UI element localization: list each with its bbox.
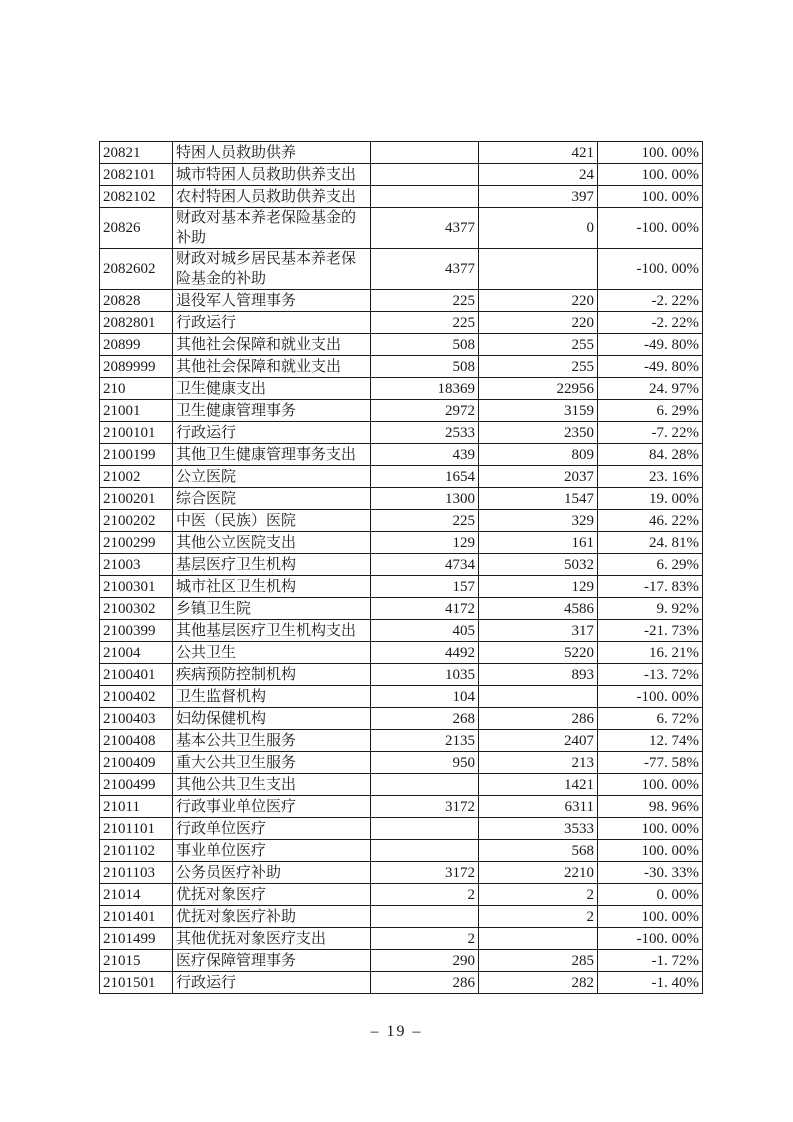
change-percent-cell: -1. 72% xyxy=(598,950,703,972)
value-prev-cell: 4734 xyxy=(371,554,479,576)
item-name-cell: 乡镇卫生院 xyxy=(173,598,371,620)
item-name-cell: 行政运行 xyxy=(173,422,371,444)
code-cell: 2100401 xyxy=(100,664,173,686)
value-curr-cell: 213 xyxy=(479,752,598,774)
code-cell: 2101103 xyxy=(100,862,173,884)
item-name-cell: 其他公共卫生支出 xyxy=(173,774,371,796)
change-percent-cell: -100. 00% xyxy=(598,208,703,249)
change-percent-cell: -1. 40% xyxy=(598,972,703,994)
item-name-cell: 其他社会保障和就业支出 xyxy=(173,356,371,378)
code-cell: 2100409 xyxy=(100,752,173,774)
table-row xyxy=(100,796,703,818)
value-curr-cell: 161 xyxy=(479,532,598,554)
table-row xyxy=(100,576,703,598)
code-cell: 20821 xyxy=(100,142,173,164)
value-prev-cell: 225 xyxy=(371,290,479,312)
value-curr-cell: 286 xyxy=(479,708,598,730)
table-row xyxy=(100,488,703,510)
table-row xyxy=(100,249,703,290)
code-cell: 2100402 xyxy=(100,686,173,708)
value-curr-cell: 220 xyxy=(479,290,598,312)
item-name-cell: 公立医院 xyxy=(173,466,371,488)
value-curr-cell: 893 xyxy=(479,664,598,686)
table-row xyxy=(100,400,703,422)
value-prev-cell xyxy=(371,186,479,208)
code-cell: 2100202 xyxy=(100,510,173,532)
table-row xyxy=(100,840,703,862)
code-cell: 21004 xyxy=(100,642,173,664)
value-prev-cell: 4492 xyxy=(371,642,479,664)
change-percent-cell: 0. 00% xyxy=(598,884,703,906)
change-percent-cell: -49. 80% xyxy=(598,334,703,356)
value-prev-cell: 2533 xyxy=(371,422,479,444)
item-name-cell: 其他基层医疗卫生机构支出 xyxy=(173,620,371,642)
code-cell: 20826 xyxy=(100,208,173,249)
budget-expenditure-table xyxy=(99,141,703,994)
change-percent-cell: 100. 00% xyxy=(598,840,703,862)
value-prev-cell: 225 xyxy=(371,312,479,334)
item-name-cell: 农村特困人员救助供养支出 xyxy=(173,186,371,208)
code-cell: 2100201 xyxy=(100,488,173,510)
table-row xyxy=(100,208,703,249)
value-curr-cell: 129 xyxy=(479,576,598,598)
table-row xyxy=(100,950,703,972)
value-curr-cell: 5032 xyxy=(479,554,598,576)
table-row xyxy=(100,334,703,356)
change-percent-cell: -7. 22% xyxy=(598,422,703,444)
value-curr-cell: 22956 xyxy=(479,378,598,400)
value-prev-cell: 286 xyxy=(371,972,479,994)
code-cell: 2082801 xyxy=(100,312,173,334)
value-prev-cell: 18369 xyxy=(371,378,479,400)
code-cell: 2101101 xyxy=(100,818,173,840)
value-curr-cell: 4586 xyxy=(479,598,598,620)
code-cell: 2100403 xyxy=(100,708,173,730)
change-percent-cell: 12. 74% xyxy=(598,730,703,752)
value-curr-cell: 2407 xyxy=(479,730,598,752)
table-row xyxy=(100,730,703,752)
value-curr-cell: 568 xyxy=(479,840,598,862)
item-name-cell: 特困人员救助供养 xyxy=(173,142,371,164)
code-cell: 2100408 xyxy=(100,730,173,752)
table-row xyxy=(100,906,703,928)
table-row xyxy=(100,884,703,906)
change-percent-cell: 100. 00% xyxy=(598,818,703,840)
value-prev-cell: 950 xyxy=(371,752,479,774)
table-row xyxy=(100,378,703,400)
change-percent-cell: -21. 73% xyxy=(598,620,703,642)
code-cell: 2100299 xyxy=(100,532,173,554)
value-curr-cell: 255 xyxy=(479,356,598,378)
value-prev-cell: 1654 xyxy=(371,466,479,488)
value-prev-cell xyxy=(371,840,479,862)
table-row xyxy=(100,642,703,664)
value-prev-cell: 2 xyxy=(371,884,479,906)
value-curr-cell: 809 xyxy=(479,444,598,466)
item-name-cell: 行政运行 xyxy=(173,972,371,994)
value-prev-cell: 290 xyxy=(371,950,479,972)
value-curr-cell: 317 xyxy=(479,620,598,642)
item-name-cell: 行政事业单位医疗 xyxy=(173,796,371,818)
change-percent-cell: 84. 28% xyxy=(598,444,703,466)
table-row xyxy=(100,290,703,312)
value-prev-cell xyxy=(371,164,479,186)
code-cell: 2101401 xyxy=(100,906,173,928)
value-prev-cell: 3172 xyxy=(371,862,479,884)
value-prev-cell xyxy=(371,142,479,164)
code-cell: 2100199 xyxy=(100,444,173,466)
change-percent-cell: -17. 83% xyxy=(598,576,703,598)
table-row xyxy=(100,142,703,164)
item-name-cell: 其他公立医院支出 xyxy=(173,532,371,554)
value-prev-cell: 2972 xyxy=(371,400,479,422)
code-cell: 2082102 xyxy=(100,186,173,208)
code-cell: 2089999 xyxy=(100,356,173,378)
value-curr-cell: 5220 xyxy=(479,642,598,664)
value-prev-cell: 104 xyxy=(371,686,479,708)
item-name-cell: 公务员医疗补助 xyxy=(173,862,371,884)
code-cell: 2100399 xyxy=(100,620,173,642)
code-cell: 2101501 xyxy=(100,972,173,994)
code-cell: 21014 xyxy=(100,884,173,906)
table-row xyxy=(100,598,703,620)
change-percent-cell: -77. 58% xyxy=(598,752,703,774)
code-cell: 2100302 xyxy=(100,598,173,620)
page-number: – 19 – xyxy=(370,1023,423,1040)
code-cell: 2101499 xyxy=(100,928,173,950)
code-cell: 2100301 xyxy=(100,576,173,598)
item-name-cell: 妇幼保健机构 xyxy=(173,708,371,730)
value-curr-cell: 1421 xyxy=(479,774,598,796)
item-name-cell: 其他卫生健康管理事务支出 xyxy=(173,444,371,466)
value-curr-cell: 3533 xyxy=(479,818,598,840)
table-row xyxy=(100,664,703,686)
code-cell: 2082602 xyxy=(100,249,173,290)
change-percent-cell: 100. 00% xyxy=(598,906,703,928)
table-row xyxy=(100,186,703,208)
value-curr-cell: 329 xyxy=(479,510,598,532)
table-row xyxy=(100,510,703,532)
change-percent-cell: -30. 33% xyxy=(598,862,703,884)
table-row xyxy=(100,818,703,840)
value-prev-cell: 225 xyxy=(371,510,479,532)
value-curr-cell xyxy=(479,686,598,708)
change-percent-cell: 6. 72% xyxy=(598,708,703,730)
value-curr-cell: 2 xyxy=(479,884,598,906)
code-cell: 210 xyxy=(100,378,173,400)
item-name-cell: 行政单位医疗 xyxy=(173,818,371,840)
budget-table-body xyxy=(100,142,703,994)
table-row xyxy=(100,972,703,994)
value-curr-cell: 255 xyxy=(479,334,598,356)
code-cell: 20899 xyxy=(100,334,173,356)
item-name-cell: 其他优抚对象医疗支出 xyxy=(173,928,371,950)
change-percent-cell: -100. 00% xyxy=(598,928,703,950)
table-row xyxy=(100,928,703,950)
table-row xyxy=(100,356,703,378)
change-percent-cell: 46. 22% xyxy=(598,510,703,532)
value-curr-cell: 285 xyxy=(479,950,598,972)
change-percent-cell: 19. 00% xyxy=(598,488,703,510)
value-curr-cell: 6311 xyxy=(479,796,598,818)
item-name-cell: 其他社会保障和就业支出 xyxy=(173,334,371,356)
item-name-cell: 基层医疗卫生机构 xyxy=(173,554,371,576)
item-name-cell: 综合医院 xyxy=(173,488,371,510)
value-prev-cell: 3172 xyxy=(371,796,479,818)
code-cell: 21002 xyxy=(100,466,173,488)
value-prev-cell: 508 xyxy=(371,334,479,356)
change-percent-cell: 23. 16% xyxy=(598,466,703,488)
value-curr-cell: 2350 xyxy=(479,422,598,444)
code-cell: 2101102 xyxy=(100,840,173,862)
value-prev-cell: 508 xyxy=(371,356,479,378)
code-cell: 2100101 xyxy=(100,422,173,444)
value-prev-cell xyxy=(371,818,479,840)
item-name-cell: 公共卫生 xyxy=(173,642,371,664)
value-prev-cell: 268 xyxy=(371,708,479,730)
item-name-cell: 城市特困人员救助供养支出 xyxy=(173,164,371,186)
value-curr-cell: 24 xyxy=(479,164,598,186)
table-row xyxy=(100,708,703,730)
change-percent-cell: 100. 00% xyxy=(598,164,703,186)
code-cell: 21001 xyxy=(100,400,173,422)
table-row xyxy=(100,422,703,444)
change-percent-cell: -2. 22% xyxy=(598,312,703,334)
change-percent-cell: 9. 92% xyxy=(598,598,703,620)
item-name-cell: 医疗保障管理事务 xyxy=(173,950,371,972)
value-curr-cell: 1547 xyxy=(479,488,598,510)
item-name-cell: 事业单位医疗 xyxy=(173,840,371,862)
value-prev-cell: 4377 xyxy=(371,208,479,249)
item-name-cell: 优抚对象医疗补助 xyxy=(173,906,371,928)
value-prev-cell: 1035 xyxy=(371,664,479,686)
item-name-cell: 城市社区卫生机构 xyxy=(173,576,371,598)
change-percent-cell: 100. 00% xyxy=(598,774,703,796)
item-name-cell: 中医（民族）医院 xyxy=(173,510,371,532)
code-cell: 2082101 xyxy=(100,164,173,186)
value-prev-cell: 2135 xyxy=(371,730,479,752)
item-name-cell: 财政对城乡居民基本养老保险基金的补助 xyxy=(173,249,371,290)
item-name-cell: 财政对基本养老保险基金的补助 xyxy=(173,208,371,249)
table-row xyxy=(100,466,703,488)
code-cell: 21015 xyxy=(100,950,173,972)
item-name-cell: 优抚对象医疗 xyxy=(173,884,371,906)
value-curr-cell: 2 xyxy=(479,906,598,928)
value-prev-cell: 439 xyxy=(371,444,479,466)
item-name-cell: 卫生监督机构 xyxy=(173,686,371,708)
change-percent-cell: -100. 00% xyxy=(598,249,703,290)
item-name-cell: 行政运行 xyxy=(173,312,371,334)
item-name-cell: 卫生健康支出 xyxy=(173,378,371,400)
item-name-cell: 重大公共卫生服务 xyxy=(173,752,371,774)
value-curr-cell: 282 xyxy=(479,972,598,994)
item-name-cell: 疾病预防控制机构 xyxy=(173,664,371,686)
value-prev-cell: 157 xyxy=(371,576,479,598)
table-row xyxy=(100,444,703,466)
change-percent-cell: -100. 00% xyxy=(598,686,703,708)
change-percent-cell: -13. 72% xyxy=(598,664,703,686)
item-name-cell: 基本公共卫生服务 xyxy=(173,730,371,752)
item-name-cell: 退役军人管理事务 xyxy=(173,290,371,312)
table-row xyxy=(100,862,703,884)
value-prev-cell: 2 xyxy=(371,928,479,950)
table-row xyxy=(100,686,703,708)
table-row xyxy=(100,532,703,554)
table-row xyxy=(100,774,703,796)
change-percent-cell: 6. 29% xyxy=(598,554,703,576)
value-prev-cell: 405 xyxy=(371,620,479,642)
value-curr-cell: 397 xyxy=(479,186,598,208)
item-name-cell: 卫生健康管理事务 xyxy=(173,400,371,422)
code-cell: 20828 xyxy=(100,290,173,312)
change-percent-cell: 24. 81% xyxy=(598,532,703,554)
value-curr-cell: 0 xyxy=(479,208,598,249)
table-row xyxy=(100,312,703,334)
change-percent-cell: 100. 00% xyxy=(598,186,703,208)
change-percent-cell: 24. 97% xyxy=(598,378,703,400)
value-curr-cell: 2210 xyxy=(479,862,598,884)
value-prev-cell: 4377 xyxy=(371,249,479,290)
code-cell: 21003 xyxy=(100,554,173,576)
table-row xyxy=(100,164,703,186)
value-prev-cell: 4172 xyxy=(371,598,479,620)
value-curr-cell: 220 xyxy=(479,312,598,334)
value-curr-cell xyxy=(479,249,598,290)
change-percent-cell: 100. 00% xyxy=(598,142,703,164)
value-prev-cell: 1300 xyxy=(371,488,479,510)
value-curr-cell: 3159 xyxy=(479,400,598,422)
change-percent-cell: 6. 29% xyxy=(598,400,703,422)
change-percent-cell: -49. 80% xyxy=(598,356,703,378)
table-row xyxy=(100,752,703,774)
value-prev-cell: 129 xyxy=(371,532,479,554)
table-row xyxy=(100,620,703,642)
table-row xyxy=(100,554,703,576)
value-prev-cell xyxy=(371,906,479,928)
value-curr-cell: 2037 xyxy=(479,466,598,488)
change-percent-cell: 98. 96% xyxy=(598,796,703,818)
value-prev-cell xyxy=(371,774,479,796)
code-cell: 21011 xyxy=(100,796,173,818)
code-cell: 2100499 xyxy=(100,774,173,796)
change-percent-cell: 16. 21% xyxy=(598,642,703,664)
value-curr-cell: 421 xyxy=(479,142,598,164)
value-curr-cell xyxy=(479,928,598,950)
change-percent-cell: -2. 22% xyxy=(598,290,703,312)
